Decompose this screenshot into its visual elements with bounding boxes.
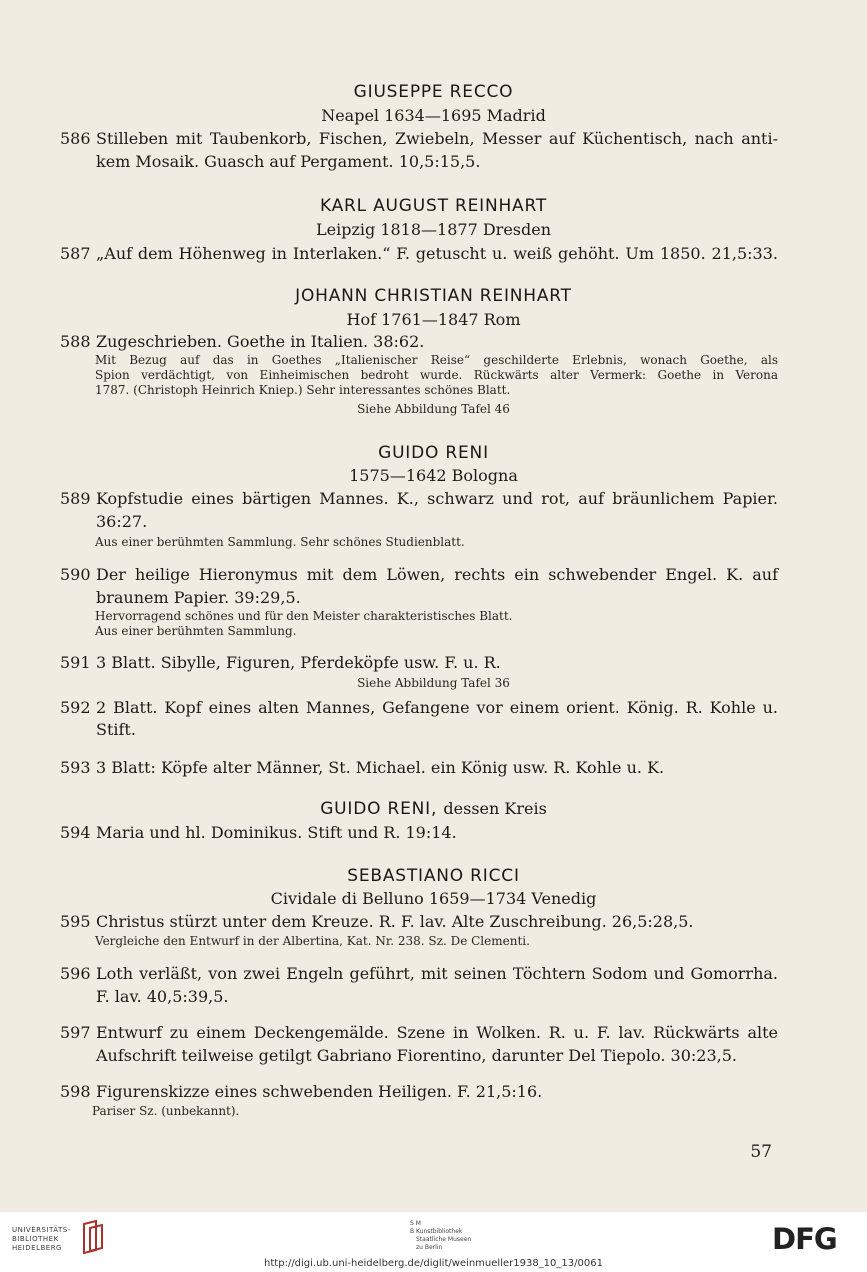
lot-number-592: 592 <box>60 698 91 717</box>
smb-line4: zu Berlin <box>416 1244 443 1251</box>
smb-line2: B Kunstbibliothek <box>410 1228 463 1235</box>
artist-life-ricci: Cividale di Belluno 1659—1734 Venedig <box>270 889 597 908</box>
lot-number-589: 589 <box>60 489 91 508</box>
lot-589-line2: 36:27. <box>96 512 148 531</box>
lot-number-587: 587 <box>60 244 91 263</box>
artist-heading-recco: GIUSEPPE RECCO <box>353 82 514 102</box>
lot-593-line1: 3 Blatt: Köpfe alter Männer, St. Michael. ein König usw. R. Kohle u. K. <box>96 758 665 777</box>
artist-life-reinhart-ka: Leipzig 1818—1877 Dresden <box>315 220 552 239</box>
lot-number-590: 590 <box>60 565 91 584</box>
reni-kreis-suffix: dessen Kreis <box>443 799 547 818</box>
lot-number-597: 597 <box>60 1023 91 1042</box>
lot-596-line2: F. lav. 40,5:39,5. <box>96 987 229 1006</box>
lot-588-note1: Mit Bezug auf das in Goethes „Italienischer Reise“ geschilderte Erlebnis, wonach Goethe, als <box>95 353 778 367</box>
lot-597-line2: Aufschrift teilweise getilgt Gabriano Fiorentino, darunter Del Tiepolo. 30:23,5. <box>96 1046 737 1065</box>
lot-589-note1: Aus einer berühmten Sammlung. Sehr schönes Studienblatt. <box>95 535 465 549</box>
lot-592-line1: 2 Blatt. Kopf eines alten Mannes, Gefangene vor einem orient. König. R. Kohle u. <box>96 698 778 717</box>
lot-number-594: 594 <box>60 823 91 842</box>
source-url[interactable]: http://digi.ub.uni-heidelberg.de/diglit/weinmueller1938_10_13/0061 <box>264 1258 603 1269</box>
lot-588-note2: Spion verdächtigt, von Einheimischen bedroht wurde. Rückwärts alter Vermerk: Goethe in Verona <box>95 368 778 382</box>
lot-number-591: 591 <box>60 653 91 672</box>
lot-587-line1: „Auf dem Höhenweg in Interlaken.“ F. getuscht u. weiß gehöht. Um 1850. 21,5:33. <box>96 244 778 263</box>
lot-number-596: 596 <box>60 964 91 983</box>
artist-heading-reni-kreis <box>0 799 867 819</box>
lot-596-line1: Loth verläßt, von zwei Engeln geführt, mit seinen Töchtern Sodom und Gomorrha. <box>96 964 778 983</box>
smb-line1: S M <box>410 1220 421 1227</box>
lot-588-note3: 1787. (Christoph Heinrich Kniep.) Sehr interessantes schönes Blatt. <box>95 383 511 397</box>
lot-number-588: 588 <box>60 332 91 351</box>
lot-591-plate-ref: Siehe Abbildung Tafel 36 <box>357 676 510 690</box>
university-library-logo-text <box>12 1226 71 1253</box>
digitization-footer <box>0 1212 867 1272</box>
artist-life-reinhart-jc: Hof 1761—1847 Rom <box>346 310 521 329</box>
lot-598-line1: Figurenskizze eines schwebenden Heiligen. F. 21,5:16. <box>96 1082 543 1101</box>
lot-588-plate-ref: Siehe Abbildung Tafel 46 <box>357 402 510 416</box>
lot-597-line1: Entwurf zu einem Deckengemälde. Szene in Wolken. R. u. F. lav. Rückwärts alte <box>96 1023 778 1042</box>
heidelberg-library-logo-icon <box>82 1220 104 1254</box>
lot-589-line1: Kopfstudie eines bärtigen Mannes. K., schwarz und rot, auf bräunlichem Papier. <box>96 489 778 508</box>
artist-heading-reni: GUIDO RENI <box>378 443 489 463</box>
reni-kreis-name: GUIDO RENI, <box>320 799 438 819</box>
artist-life-reni: 1575—1642 Bologna <box>349 466 518 485</box>
uni-text-line1: UNIVERSITÄTS- <box>12 1226 71 1234</box>
uni-text-line2: BIBLIOTHEK <box>12 1235 59 1243</box>
lot-number-595: 595 <box>60 912 91 931</box>
lot-591-line1: 3 Blatt. Sibylle, Figuren, Pferdeköpfe usw. F. u. R. <box>96 653 501 672</box>
uni-text-line3: HEIDELBERG <box>12 1244 62 1252</box>
smb-line3: Staatliche Museen <box>416 1236 472 1243</box>
page-number: 57 <box>750 1142 772 1162</box>
lot-number-593: 593 <box>60 758 91 777</box>
lot-598-note1: Pariser Sz. (unbekannt). <box>92 1104 240 1118</box>
lot-595-note1: Vergleiche den Entwurf in der Albertina, Kat. Nr. 238. Sz. De Clementi. <box>95 934 530 948</box>
artist-heading-ricci: SEBASTIANO RICCI <box>347 866 520 886</box>
lot-590-note2: Aus einer berühmten Sammlung. <box>95 624 297 638</box>
artist-heading-reinhart-ka: KARL AUGUST REINHART <box>319 196 548 216</box>
lot-number-586: 586 <box>60 129 91 148</box>
lot-586-line2: kem Mosaik. Guasch auf Pergament. 10,5:15,5. <box>96 152 481 171</box>
lot-590-note1: Hervorragend schönes und für den Meister charakteristisches Blatt. <box>95 609 513 623</box>
lot-588-line1: Zugeschrieben. Goethe in Italien. 38:62. <box>96 332 425 351</box>
smb-kunstbibliothek-logo-text <box>410 1220 471 1252</box>
lot-592-line2: Stift. <box>96 720 136 739</box>
lot-590-line1: Der heilige Hieronymus mit dem Löwen, rechts ein schwebender Engel. K. auf <box>96 565 778 584</box>
lot-586-line1: Stilleben mit Taubenkorb, Fischen, Zwiebeln, Messer auf Küchentisch, nach anti- <box>96 129 778 148</box>
artist-heading-reinhart-jc: JOHANN CHRISTIAN REINHART <box>295 286 572 306</box>
lot-590-line2: braunem Papier. 39:29,5. <box>96 588 301 607</box>
lot-number-598: 598 <box>60 1082 91 1101</box>
artist-life-recco: Neapel 1634—1695 Madrid <box>321 106 546 125</box>
lot-594-line1: Maria und hl. Dominikus. Stift und R. 19:14. <box>96 823 457 842</box>
dfg-logo: DFG <box>772 1222 837 1256</box>
lot-595-line1: Christus stürzt unter dem Kreuze. R. F. lav. Alte Zuschreibung. 26,5:28,5. <box>96 912 694 931</box>
